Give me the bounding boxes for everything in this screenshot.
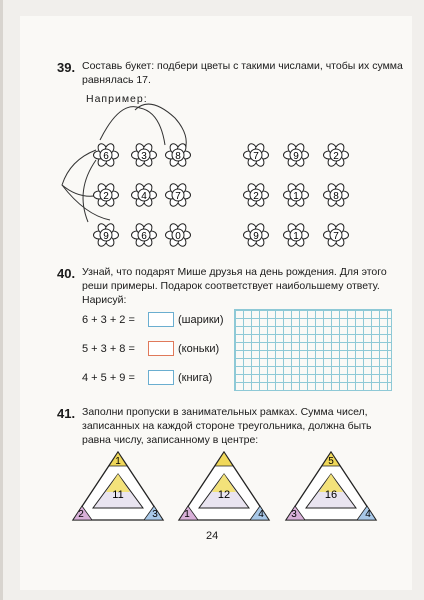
flower-number: 2	[103, 191, 109, 202]
flower-right-6[interactable]	[324, 182, 349, 208]
right-number: 3	[152, 509, 158, 520]
flower-right-5[interactable]	[284, 182, 309, 208]
task-39-text-line2: равнялась 17.	[82, 74, 151, 86]
equation-3: 4 + 5 + 9 =	[82, 372, 135, 384]
top-number: 5	[328, 456, 334, 467]
flower-left-7[interactable]	[94, 222, 119, 248]
flower-number: 1	[293, 191, 299, 202]
flower-number: 8	[333, 191, 339, 202]
flower-number: 6	[103, 151, 109, 162]
triangle-3	[286, 452, 376, 520]
answer-box-2[interactable]	[148, 341, 174, 356]
flower-number: 4	[141, 191, 147, 202]
triangle-2	[179, 452, 269, 520]
flower-right-7[interactable]	[244, 222, 269, 248]
flower-left-3[interactable]	[166, 142, 191, 168]
flower-right-3[interactable]	[324, 142, 349, 168]
flower-right-2[interactable]	[284, 142, 309, 168]
left-number: 3	[291, 509, 297, 520]
flower-right-4[interactable]	[244, 182, 269, 208]
example-label: Например:	[86, 93, 148, 105]
flower-number: 7	[175, 191, 181, 202]
center-number: 16	[324, 489, 338, 501]
task-40-number: 40.	[57, 266, 76, 281]
flower-number: 7	[253, 151, 259, 162]
task-39-text-line1: Составь букет: подбери цветы с такими числами, чтобы их сумма	[82, 60, 403, 72]
task-40-text-line2: реши примеры. Подарок соответствует наибольшему ответу.	[82, 280, 380, 292]
center-number: 12	[217, 489, 231, 501]
top-cell[interactable]	[215, 452, 233, 466]
task-41-text-line1: Заполни пропуски в занимательных рамках. Сумма чисел,	[82, 406, 368, 418]
task-41-text-line2: записанных на каждой стороне треугольника, должна быть	[82, 420, 372, 432]
drawing-grid[interactable]	[234, 309, 392, 391]
flower-right-9[interactable]	[324, 222, 349, 248]
left-number: 1	[184, 509, 190, 520]
equation-1: 6 + 3 + 2 =	[82, 314, 135, 326]
task-41-number: 41.	[57, 406, 76, 421]
flower-number: 9	[103, 231, 109, 242]
flower-number: 9	[293, 151, 299, 162]
flower-right-8[interactable]	[284, 222, 309, 248]
magic-triangles	[0, 448, 424, 524]
answer-box-1[interactable]	[148, 312, 174, 327]
gift-label-2: (коньки)	[178, 343, 220, 355]
answer-box-3[interactable]	[148, 370, 174, 385]
flower-left-8[interactable]	[132, 222, 157, 248]
flower-left-2[interactable]	[132, 142, 157, 168]
flower-bouquets	[0, 0, 424, 260]
flower-left-9[interactable]	[166, 222, 191, 248]
flower-left-5[interactable]	[132, 182, 157, 208]
flower-number: 8	[175, 151, 181, 162]
flower-left-4[interactable]	[94, 182, 119, 208]
flower-number: 3	[141, 151, 147, 162]
task-39-number: 39.	[57, 60, 76, 75]
flower-left-6[interactable]	[166, 182, 191, 208]
flower-number: 7	[333, 231, 339, 242]
flower-left-1[interactable]	[94, 142, 119, 168]
triangle-1	[73, 452, 163, 520]
flower-number: 2	[333, 151, 339, 162]
task-40-text-line1: Узнай, что подарят Мише друзья на день рождения. Для этого	[82, 266, 387, 278]
center-number: 11	[112, 489, 124, 501]
top-number: 1	[115, 456, 121, 467]
flower-number: 0	[175, 231, 181, 242]
task-41-text-line3: равна числу, записанному в центре:	[82, 434, 259, 446]
bouquet-outline	[62, 104, 186, 222]
right-number: 4	[365, 509, 371, 520]
right-number: 4	[258, 509, 264, 520]
gift-label-1: (шарики)	[178, 314, 224, 326]
flower-right-1[interactable]	[244, 142, 269, 168]
flower-number: 9	[253, 231, 259, 242]
flower-number: 1	[293, 231, 299, 242]
flower-number: 2	[253, 191, 259, 202]
left-number: 2	[78, 509, 84, 520]
page-number: 24	[206, 530, 219, 542]
gift-label-3: (книга)	[178, 372, 213, 384]
task-40-text-line3: Нарисуй:	[82, 294, 127, 306]
flower-number: 6	[141, 231, 147, 242]
equation-2: 5 + 3 + 8 =	[82, 343, 135, 355]
